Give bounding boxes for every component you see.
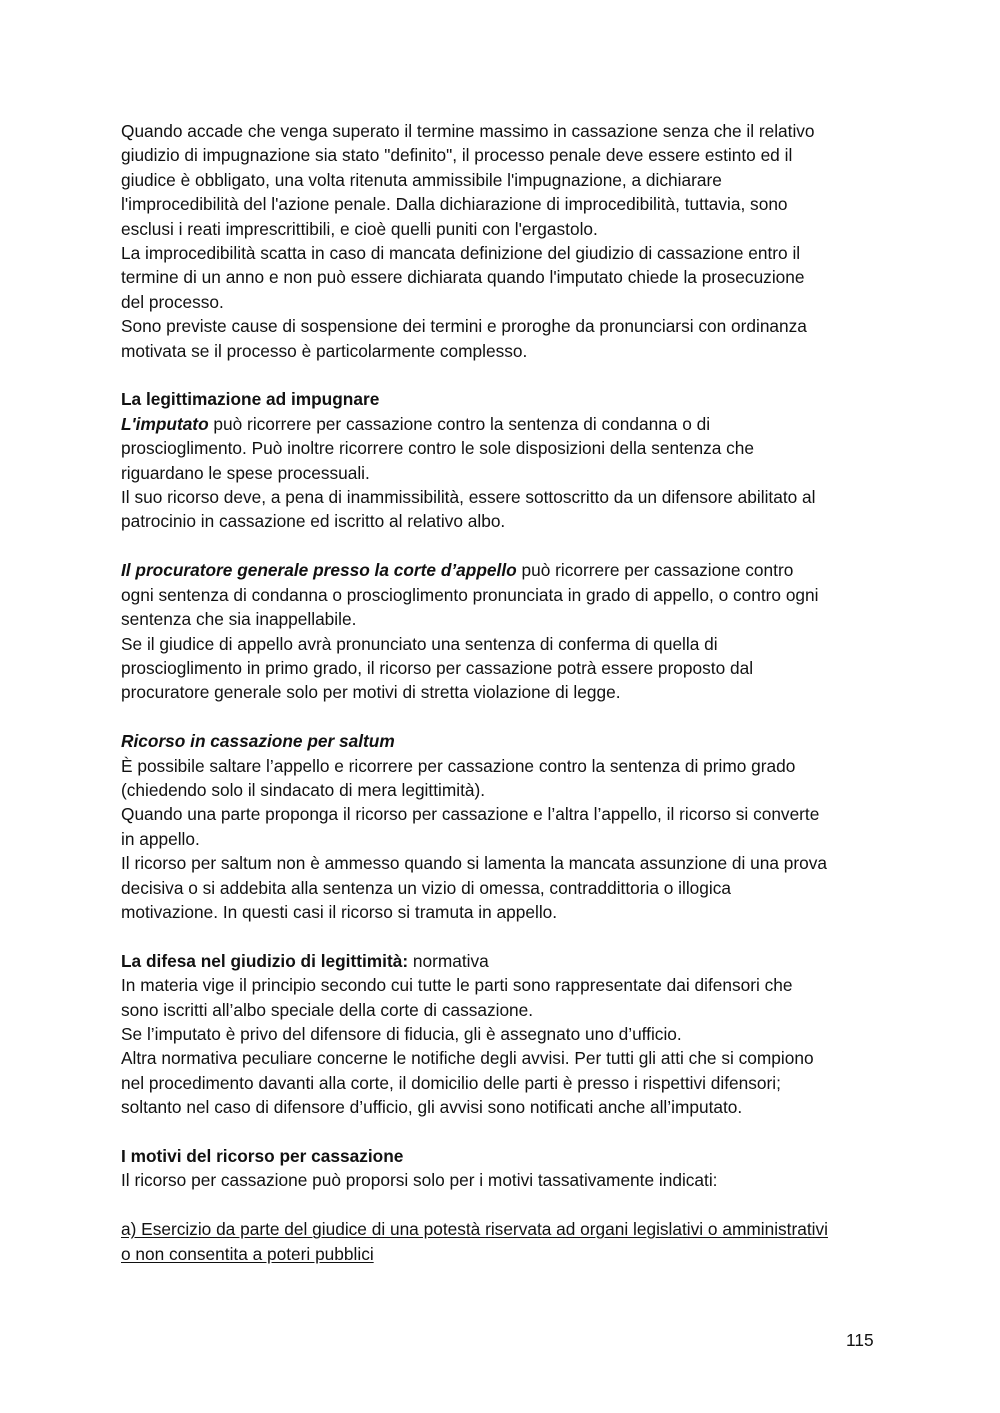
text-line: In materia vige il principio secondo cui tutte le parti sono rappresentate dai difensori che <box>121 975 793 996</box>
motivo-a <box>121 1217 881 1266</box>
text-line: giudizio di impugnazione sia stato "definito", il processo penale deve essere estinto ed il <box>121 145 793 166</box>
text-line: Quando una parte proponga il ricorso per cassazione e l’altra l’appello, il ricorso si converte <box>121 804 820 825</box>
text-line: procuratore generale solo per motivi di stretta violazione di legge. <box>121 682 621 703</box>
text-line: proscioglimento. Può inoltre ricorrere contro le sole disposizioni della sentenza che <box>121 438 755 459</box>
text-line <box>121 412 881 436</box>
text-line: Se l’imputato è privo del difensore di fiducia, gli è assegnato uno d’ufficio. <box>121 1023 682 1044</box>
spacer <box>121 363 881 387</box>
section-heading: I motivi del ricorso per cassazione <box>121 1145 404 1166</box>
underlined-line: a) Esercizio da parte del giudice di una potestà riservata ad organi legislativi o amministrativi <box>121 1219 828 1240</box>
text-line: Il suo ricorso deve, a pena di inammissibilità, essere sottoscritto da un difensore abilitato al <box>121 487 816 508</box>
lead-rest: può ricorrere per cassazione contro la sentenza di condanna o di <box>208 413 711 434</box>
text-line: esclusi i reati imprescrittibili, e cioè quelli puniti con l'ergastolo. <box>121 218 598 239</box>
text-line <box>121 558 881 582</box>
section-heading-line <box>121 949 881 973</box>
section-legittimazione <box>121 387 881 533</box>
text-line: Quando accade che venga superato il termine massimo in cassazione senza che il relativo <box>121 121 815 141</box>
document-body <box>121 119 881 1266</box>
text-line: motivazione. In questi casi il ricorso si tramuta in appello. <box>121 901 558 922</box>
spacer <box>121 534 881 558</box>
text-line: Sono previste cause di sospensione dei termini e proroghe da pronunciarsi con ordinanza <box>121 316 807 337</box>
text-line: nel procedimento davanti alla corte, il domicilio delle parti è presso i rispettivi difensori; <box>121 1072 781 1093</box>
spacer <box>121 1193 881 1217</box>
section-procuratore <box>121 558 881 704</box>
text-line: termine di un anno e non può essere dichiarata quando l'imputato chiede la prosecuzione <box>121 267 805 288</box>
text-line: soltanto nel caso di difensore d’ufficio, gli avvisi sono notificati anche all’imputato. <box>121 1097 743 1118</box>
text-line: È possibile saltare l’appello e ricorrere per cassazione contro la sentenza di primo grado <box>121 755 796 776</box>
section-heading: La difesa nel giudizio di legittimità: <box>121 950 409 971</box>
lead-emphasis: L'imputato <box>121 413 209 434</box>
page-number: 115 <box>846 1330 874 1350</box>
text-line: giudice è obbligato, una volta ritenuta ammissibile l'impugnazione, a dichiarare <box>121 169 722 190</box>
lead-emphasis: Il procuratore generale presso la corte d’appello <box>121 560 517 581</box>
spacer <box>121 924 881 948</box>
underlined-line: o non consentita a poteri pubblici <box>121 1243 374 1264</box>
section-motivi <box>121 1144 881 1193</box>
text-line: sono iscritti all’albo speciale della corte di cassazione. <box>121 999 534 1020</box>
text-line: ogni sentenza di condanna o proscioglimento pronunciata in grado di appello, o contro ogni <box>121 584 819 605</box>
text-line: patrocinio in cassazione ed iscritto al relativo albo. <box>121 511 506 532</box>
intro-paragraph <box>121 119 881 363</box>
section-saltum <box>121 729 881 924</box>
section-heading: Ricorso in cassazione per saltum <box>121 731 395 752</box>
section-difesa <box>121 949 881 1120</box>
text-line: Il ricorso per saltum non è ammesso quando si lamenta la mancata assunzione di una prova <box>121 853 828 874</box>
text-line: Il ricorso per cassazione può proporsi solo per i motivi tassativamente indicati: <box>121 1170 718 1191</box>
text-line: La improcedibilità scatta in caso di mancata definizione del giudizio di cassazione entro il <box>121 243 801 264</box>
text-line: riguardano le spese processuali. <box>121 462 370 483</box>
text-line: Se il giudice di appello avrà pronunciato una sentenza di conferma di quella di <box>121 633 718 654</box>
text-line: proscioglimento in primo grado, il ricorso per cassazione potrà essere proposto dal <box>121 657 754 678</box>
text-line: decisiva o si addebita alla sentenza un vizio di omessa, contraddittoria o illogica <box>121 877 731 898</box>
text-line: in appello. <box>121 828 200 849</box>
text-line: Altra normativa peculiare concerne le notifiche degli avvisi. Per tutti gli atti che si compiono <box>121 1048 814 1069</box>
text-line: del processo. <box>121 291 224 312</box>
spacer <box>121 1120 881 1144</box>
spacer <box>121 705 881 729</box>
text-line: sentenza che sia inappellabile. <box>121 609 357 630</box>
lead-rest: può ricorrere per cassazione contro <box>516 560 794 581</box>
text-line: motivata se il processo è particolarmente complesso. <box>121 340 528 361</box>
section-heading-rest: normativa <box>408 950 489 971</box>
text-line: l'improcedibilità del l'azione penale. Dalla dichiarazione di improcedibilità, tuttavia, sono <box>121 194 788 215</box>
section-heading: La legittimazione ad impugnare <box>121 389 380 410</box>
text-line: (chiedendo solo il sindacato di mera legittimità). <box>121 779 486 800</box>
